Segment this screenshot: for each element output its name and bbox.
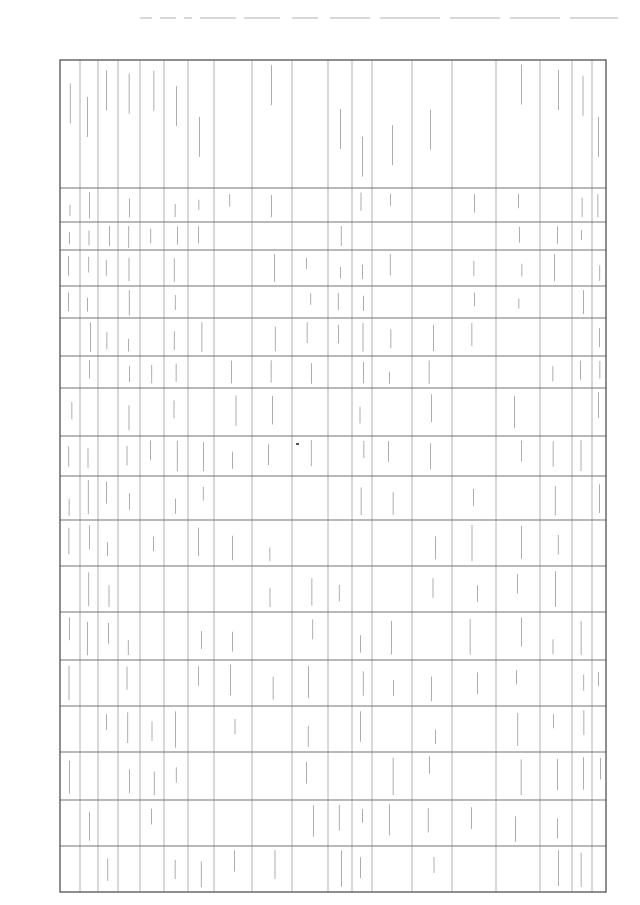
table-row-separators xyxy=(60,188,606,846)
